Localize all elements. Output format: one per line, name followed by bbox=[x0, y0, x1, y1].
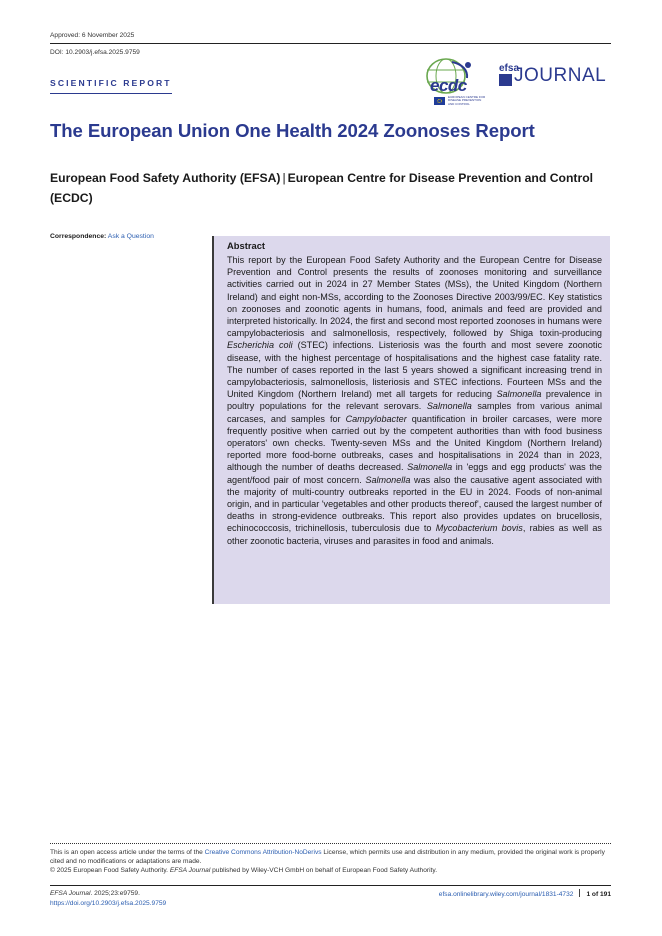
efsa-journal-logo bbox=[499, 64, 611, 88]
footer-doi-link[interactable]: https://doi.org/10.2903/j.efsa.2025.9759 bbox=[50, 900, 167, 907]
cc-license-link[interactable]: Creative Commons Attribution-NoDerivs bbox=[204, 849, 322, 856]
page-number: 1 of 191 bbox=[586, 891, 611, 898]
abstract-seg: (STEC) infections. Listeriosis was the fourth and most severe zoonotic disease, with the highest percentage of hospitalisations and the highest case fatality rate. The number of cases reported in the last 5 years showed a significant increasing trend in campylobacteriosis, salmonellosis, listeriosis and STEC infections. Fourteen MSs and the United Kingdom (Northern Ireland) met all targets for reducing bbox=[227, 340, 602, 400]
license-text: License, which permits use and distribution in any medium, provided the original work is properly cited and no modifications or adaptations are made. bbox=[50, 849, 605, 866]
footer-dotted-rule bbox=[50, 843, 611, 844]
footer-rule bbox=[50, 885, 611, 886]
journal-url-link[interactable]: efsa.onlinelibrary.wiley.com/journal/1831-4732 bbox=[438, 891, 574, 898]
abstract-seg: quantification in broiler carcases, were more frequently positive when carried out by the competent authorities than with food business operators' own checks. Twenty-seven MSs and the United Kingdom (Northern Ireland) reported more food-borne outbreaks, cases and hospitalisations in 2024 than in 2023, although the number of deaths decreased. bbox=[227, 413, 602, 473]
approved-date: Approved: 6 November 2025 bbox=[50, 32, 135, 39]
abstract-seg: , rabies as well as other zoonotic bacteria, viruses and parasites in food and animals. bbox=[227, 523, 602, 546]
author-separator: | bbox=[282, 171, 286, 185]
abstract-italic: Salmonella bbox=[365, 474, 411, 485]
eu-flag-icon bbox=[434, 97, 445, 105]
abstract-seg: was also the causative agent associated with the majority of multi-country outbreaks reported in the EU in 2024. Foods of non-animal origin, and in particular 'vegetables and other products thereof', caused the largest number of deaths in strong-evidence outbreaks. This report also provides updates on brucellosis, echinococcosis, trichinellosis, tuberculosis due to bbox=[227, 474, 602, 534]
abstract-italic: Escherichia coli bbox=[227, 340, 293, 351]
footer-right bbox=[439, 889, 611, 900]
copyright-journal: EFSA Journal bbox=[169, 867, 211, 875]
footer-citation-text: . 2025;23:e9759. bbox=[90, 890, 140, 897]
abstract-italic: Mycobacterium bovis bbox=[435, 523, 523, 534]
abstract-text bbox=[227, 254, 602, 547]
abstract-seg: samples from various animal carcases, and samples for bbox=[227, 401, 602, 424]
efsa-logo-small: efsa bbox=[499, 63, 520, 74]
authors bbox=[50, 168, 610, 208]
abstract-seg: in 'eggs and egg products' was the agent/food pair of most concern. bbox=[227, 462, 602, 485]
license-notice bbox=[50, 848, 610, 876]
abstract-box bbox=[212, 236, 610, 604]
author-ecdc: European Centre for Disease Prevention and Control (ECDC) bbox=[50, 171, 594, 205]
abstract-seg: prevalence in poultry populations for the relevant serovars. bbox=[227, 389, 602, 412]
ecdc-logo bbox=[422, 56, 492, 108]
header-rule bbox=[50, 43, 611, 44]
footer-journal: EFSA Journal bbox=[50, 890, 91, 897]
author-efsa: European Food Safety Authority (EFSA) bbox=[50, 171, 281, 185]
efsa-logo-journal: JOURNAL bbox=[514, 65, 607, 86]
abstract-italic: Salmonella bbox=[407, 462, 453, 473]
abstract-italic: Campylobacter bbox=[345, 413, 407, 424]
correspondence-label: Correspondence: bbox=[50, 233, 107, 240]
page-title: The European Union One Health 2024 Zoonoses Report bbox=[50, 120, 535, 141]
abstract-seg: This report by the European Food Safety Authority and the European Centre for Disease Prevention and Control presents the results of zoonoses monitoring and surveillance activities carried out in 2024 in 27 Member States (MSs), the United Kingdom (Northern Ireland) and eight non-MSs, according to the Zoonoses Directive 2003/99/EC. Key statistics on zoonoses and zoonotic agents in humans, food, animals and feed are provided and interpreted historically. In 2024, the first and second most reported zoonoses in humans were campylobacteriosis and salmonellosis, respectively, followed by Shiga toxin-producing bbox=[227, 255, 602, 339]
ecdc-logo-subtext: EUROPEAN CENTRE FOR DISEASE PREVENTION AND CONTROL bbox=[448, 95, 486, 106]
doi-label: DOI: 10.2903/j.efsa.2025.9759 bbox=[50, 49, 140, 56]
abstract-heading: Abstract bbox=[227, 240, 266, 251]
correspondence bbox=[50, 233, 154, 240]
ecdc-logo-text: ecdc bbox=[430, 76, 467, 95]
footer-citation bbox=[50, 889, 166, 909]
copyright-text: © 2025 European Food Safety Authority. bbox=[50, 867, 170, 875]
article-type: SCIENTIFIC REPORT bbox=[50, 78, 172, 94]
efsa-logo-mark bbox=[499, 74, 512, 86]
abstract-italic: Salmonella bbox=[496, 389, 542, 400]
ask-question-link[interactable]: Ask a Question bbox=[107, 233, 154, 240]
copyright-text: published by Wiley-VCH GmbH on behalf of European Food Safety Authority. bbox=[210, 867, 438, 875]
abstract-italic: Salmonella bbox=[426, 401, 472, 412]
footer-separator bbox=[579, 889, 580, 897]
license-text: This is an open access article under the terms of the bbox=[50, 849, 205, 856]
